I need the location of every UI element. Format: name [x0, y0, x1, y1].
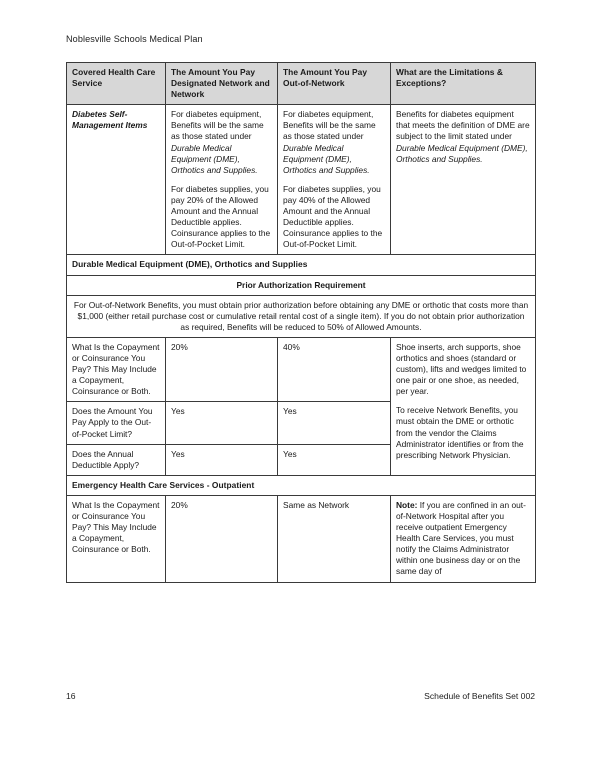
cell-limitations: [391, 105, 536, 255]
prior-authorization-body-row: [67, 295, 536, 337]
paragraph: Shoe inserts, arch supports, shoe orthotics and shoes (standard or custom), lifts and wedges limited to one pair or one shoe, as needed, per year.: [396, 341, 527, 397]
cell-out-of-network-value: 40%: [278, 337, 391, 401]
cell-network-amount: [166, 105, 278, 255]
note-text: If you are confined in an out-of-Network Hospital after you receive outpatient Emergency Health Care Services, you must notify the Claims Administrator within one business day or on the same day of: [396, 499, 526, 577]
network-equipment-text: For diabetes equipment, Benefits will be the same as those stated under: [171, 109, 264, 142]
oon-equipment-reference: Durable Medical Equipment (DME), Orthotics and Supplies.: [283, 142, 370, 175]
section-header-row-emergency: [67, 475, 536, 495]
column-header-limitations: What are the Limitations & Exceptions?: [391, 63, 536, 105]
prior-authorization-heading-row: [67, 275, 536, 295]
table-row-dme-copayment: [67, 337, 536, 401]
section-header-row-dme: [67, 255, 536, 275]
schedule-of-benefits-table: [66, 62, 536, 583]
cell-question-out-of-pocket: Does the Amount You Pay Apply to the Out-of-Pocket Limit?: [67, 402, 166, 444]
cell-out-of-network-value: Same as Network: [278, 495, 391, 582]
paragraph: [396, 109, 530, 164]
cell-out-of-network-value: Yes: [278, 402, 391, 444]
paragraph: To receive Network Benefits, you must obtain the DME or orthotic from the vendor the Claims Administrator identifies or from the prescribing Network Physician.: [396, 405, 524, 460]
oon-equipment-text: For diabetes equipment, Benefits will be the same as those stated under: [283, 109, 376, 142]
cell-limitations-dme: [391, 337, 536, 475]
cell-network-value: 20%: [166, 495, 278, 582]
network-equipment-reference: Durable Medical Equipment (DME), Orthotics and Supplies.: [171, 142, 258, 175]
limitations-text: Benefits for diabetes equipment that meets the definition of DME are subject to the limit stated under: [396, 109, 530, 142]
cell-network-value: Yes: [166, 444, 278, 475]
table-header-row: [67, 63, 536, 105]
limitations-reference: Durable Medical Equipment (DME), Orthotics and Supplies.: [396, 142, 528, 164]
cell-service-name: [67, 105, 166, 255]
paragraph: [283, 109, 385, 176]
cell-out-of-network-value: Yes: [278, 444, 391, 475]
cell-network-value: Yes: [166, 402, 278, 444]
cell-limitations-emergency: [391, 495, 536, 582]
paragraph: For diabetes supplies, you pay 20% of the Allowed Amount and the Annual Deductible applies. Coinsurance applies to the Out-of-Pocket Limit.: [171, 183, 271, 250]
section-title-emergency: Emergency Health Care Services - Outpatient: [67, 475, 536, 495]
paragraph: [396, 500, 530, 578]
cell-question-copayment: What Is the Copayment or Coinsurance You Pay? This May Include a Copayment, Coinsurance or Both.: [67, 495, 166, 582]
cell-out-of-network-amount: [278, 105, 391, 255]
service-label: Diabetes Self-Management Items: [72, 109, 148, 131]
column-header-network-amount: The Amount You Pay Designated Network and Network: [166, 63, 278, 105]
cell-network-value: 20%: [166, 337, 278, 401]
paragraph: For diabetes supplies, you pay 40% of the Allowed Amount and the Annual Deductible applies. Coinsurance applies to the Out-of-Pocket Limit.: [283, 183, 383, 250]
column-header-covered-service: Covered Health Care Service: [67, 63, 166, 105]
footer-page-number: 16: [66, 691, 76, 701]
prior-authorization-body: For Out-of-Network Benefits, you must obtain prior authorization before obtaining any DME or orthotic that costs more than $1,000 (either retail purchase cost or cumulative retail rental cost of a single item). If you do not obtain prior authorization as required, Benefits will be reduced to 50% of Allowed Amounts.: [67, 295, 536, 337]
footer-document-label: Schedule of Benefits Set 002: [424, 691, 535, 701]
note-label: Note:: [396, 499, 418, 510]
page-footer: [66, 690, 535, 702]
cell-question-annual-deductible: Does the Annual Deductible Apply?: [67, 444, 166, 475]
cell-question-copayment: What Is the Copayment or Coinsurance You Pay? This May Include a Copayment, Coinsurance or Both.: [67, 337, 166, 401]
paragraph: [171, 109, 272, 176]
table-row-emergency-copayment: [67, 495, 536, 582]
table-row-diabetes-self-management: [67, 105, 536, 255]
section-title-dme: Durable Medical Equipment (DME), Orthotics and Supplies: [67, 255, 536, 275]
document-header-title: Noblesville Schools Medical Plan: [66, 34, 203, 44]
prior-authorization-heading: Prior Authorization Requirement: [67, 275, 536, 295]
column-header-out-of-network-amount: The Amount You Pay Out-of-Network: [278, 63, 391, 105]
